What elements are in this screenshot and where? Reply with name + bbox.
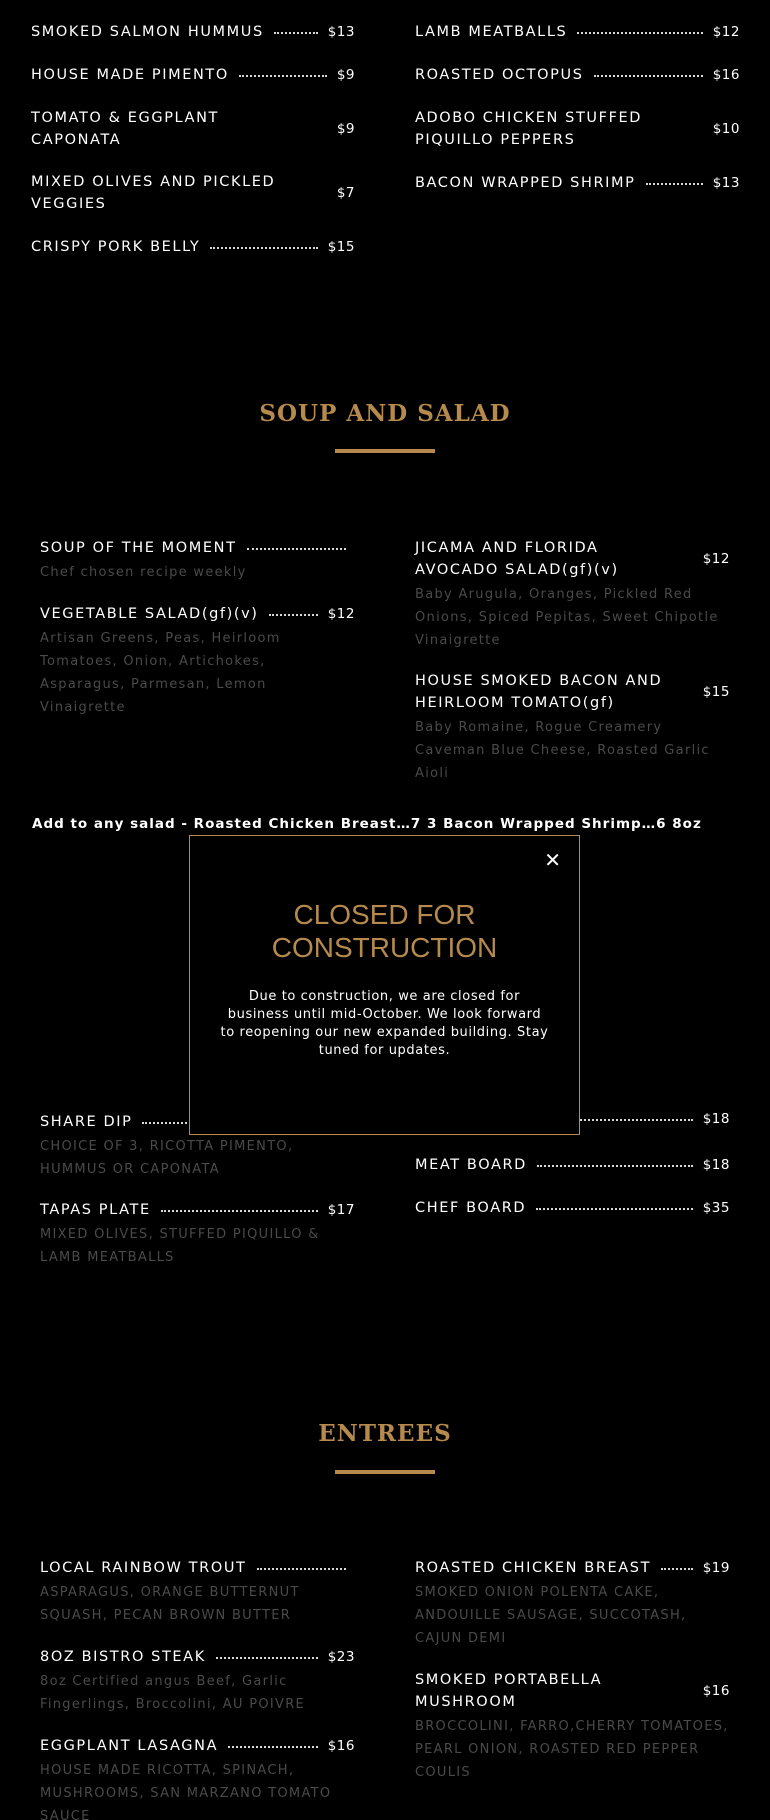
item-name: ADOBO CHICKEN STUFFED PIQUILLO PEPPERS [415,110,643,148]
menu-item [31,64,355,86]
item-price: $12 [712,24,740,40]
modal-message: Due to construction, we are closed for business until mid-October. We look forward to reopening our new expanded building. Stay tuned for updates. [220,989,549,1058]
dot-leader [269,614,318,616]
item-description: MIXED OLIVES, STUFFED PIQUILLO & LAMB MEATBALLS [40,1227,320,1265]
item-price: $18 [702,1111,730,1127]
item-price: $16 [327,1738,355,1754]
menu-item [31,21,355,43]
closed-notice-modal [189,835,580,1135]
item-description: ASPARAGUS, ORANGE BUTTERNUT SQUASH, PECAN BROWN BUTTER [40,1585,300,1623]
item-description: Chef chosen recipe weekly [40,565,247,580]
menu-item [415,107,740,151]
item-price: $12 [327,606,355,622]
item-description: BROCCOLINI, FARRO,CHERRY TOMATOES, PEARL ONION, ROASTED RED PEPPER COULIS [415,1719,729,1780]
menu-item [415,64,740,86]
item-name: 8OZ BISTRO STEAK [40,1649,206,1665]
item-price: $13 [327,24,355,40]
dot-leader [577,32,702,34]
item-name: ROASTED CHICKEN BREAST [415,1560,652,1576]
item-name: SMOKED PORTABELLA MUSHROOM [415,1672,603,1710]
menu-item [40,1646,355,1716]
dot-leader [216,1657,318,1659]
dot-leader [247,548,346,550]
dot-leader [646,183,703,185]
menu-item [415,1197,730,1219]
menu-item [415,172,740,194]
item-name: ROASTED OCTOPUS [415,67,584,83]
item-description: Baby Romaine, Rogue Creamery Caveman Blue Cheese, Roasted Garlic Aioli [415,720,710,781]
menu-item [31,107,355,151]
item-price: $15 [702,684,730,700]
menu-item [40,1557,346,1627]
item-price: $16 [712,67,740,83]
menu-item [31,171,355,215]
menu-item [40,537,346,584]
item-name: BACON WRAPPED SHRIMP [415,175,636,191]
dot-leader [210,247,317,249]
item-price: $19 [702,1560,730,1576]
item-name: TOMATO & EGGPLANT CAPONATA [31,110,219,148]
item-name: SOUP OF THE MOMENT [40,540,237,556]
item-name: EGGPLANT LASAGNA [40,1738,219,1754]
menu-item [415,1557,730,1650]
item-description: 8oz Certified angus Beef, Garlic Fingerlings, Broccolini, AU POIVRE [40,1674,306,1712]
item-name: JICAMA AND FLORIDA AVOCADO SALAD(gf)(v) [415,540,619,578]
item-price: $35 [702,1200,730,1216]
dot-leader [257,1568,346,1570]
item-price: $23 [327,1649,355,1665]
item-price: $9 [336,121,355,137]
menu-item [40,603,355,719]
item-name: CRISPY PORK BELLY [31,239,201,255]
dot-leader [661,1568,693,1570]
close-icon[interactable]: ✕ [544,848,561,872]
salad-addon-note: Add to any salad - Roasted Chicken Breast…7 3 Bacon Wrapped Shrimp…6 8oz [32,816,702,832]
item-name: SHARE DIP [40,1114,133,1130]
dot-leader [228,1746,318,1748]
dot-leader [594,75,703,77]
menu-item [40,1199,355,1269]
dot-leader [536,1208,693,1210]
menu-item [415,1669,730,1784]
item-price: $15 [327,239,355,255]
item-name: LAMB MEATBALLS [415,24,568,40]
menu-item [415,1154,730,1176]
item-description: HOUSE MADE RICOTTA, SPINACH, MUSHROOMS, SAN MARZANO TOMATO SAUCE [40,1763,332,1820]
menu-item [415,670,730,785]
item-price: $17 [327,1202,355,1218]
section-title-entrees: ENTREES [318,1420,452,1447]
item-price: $13 [712,175,740,191]
menu-item [40,1735,355,1820]
item-price: $10 [712,121,740,137]
menu-item [31,236,355,258]
dot-leader [161,1210,318,1212]
dot-leader [239,75,327,77]
dot-leader [274,32,318,34]
item-name: LOCAL RAINBOW TROUT [40,1560,247,1576]
modal-title: CLOSED FOR CONSTRUCTION [271,899,498,963]
item-name: MIXED OLIVES AND PICKLED VEGGIES [31,174,276,212]
section-title-soup-salad: SOUP AND SALAD [259,400,511,427]
item-description: SMOKED ONION POLENTA CAKE, ANDOUILLE SAUSAGE, SUCCOTASH, CAJUN DEMI [415,1585,687,1646]
item-description: CHOICE OF 3, RICOTTA PIMENTO, HUMMUS OR CAPONATA [40,1139,294,1177]
item-price: $16 [702,1683,730,1699]
dot-leader [537,1165,693,1167]
item-name: MEAT BOARD [415,1157,527,1173]
item-name: VEGETABLE SALAD(gf)(v) [40,606,259,622]
item-name: TAPAS PLATE [40,1202,151,1218]
item-description: Artisan Greens, Peas, Heirloom Tomatoes, Onion, Artichokes, Asparagus, Parmesan, Lemon Vinaigrette [40,631,281,715]
item-name: SMOKED SALMON HUMMUS [31,24,264,40]
item-name: CHEF BOARD [415,1200,527,1216]
section-divider [335,449,435,453]
section-divider [335,1470,435,1474]
item-price: $7 [336,185,355,201]
item-description: Baby Arugula, Oranges, Pickled Red Onions, Spiced Pepitas, Sweet Chipotle Vinaigrette [415,587,719,648]
item-name: HOUSE SMOKED BACON AND HEIRLOOM TOMATO(gf) [415,673,663,711]
item-price: $18 [702,1157,730,1173]
item-name: HOUSE MADE PIMENTO [31,67,229,83]
menu-item [415,537,730,652]
item-price: $12 [702,551,730,567]
menu-item [415,21,740,43]
item-price: $9 [336,67,355,83]
